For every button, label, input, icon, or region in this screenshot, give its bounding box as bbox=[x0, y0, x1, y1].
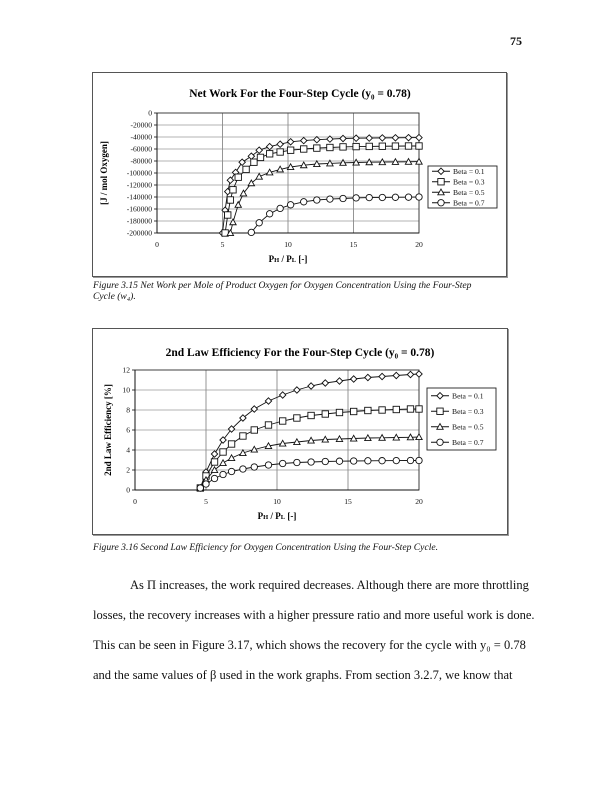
y-axis-label: 2nd Law Efficiency [%] bbox=[103, 384, 113, 476]
x-tick-label: 20 bbox=[415, 497, 423, 506]
legend-item bbox=[432, 198, 485, 207]
diamond-marker bbox=[227, 177, 233, 183]
series-circle bbox=[248, 194, 422, 236]
series-line bbox=[200, 409, 419, 488]
y-tick-label: 6 bbox=[126, 425, 130, 435]
x-tick-label: 5 bbox=[220, 240, 225, 249]
circle-marker bbox=[287, 202, 293, 208]
figure-3-15-caption bbox=[93, 280, 513, 302]
circle-marker bbox=[392, 194, 398, 200]
chart-legend bbox=[428, 166, 497, 208]
square-marker bbox=[228, 441, 234, 447]
square-marker bbox=[301, 146, 307, 152]
diamond-marker bbox=[393, 372, 399, 378]
square-marker bbox=[340, 144, 346, 150]
triangle-marker bbox=[256, 173, 262, 179]
square-marker bbox=[336, 409, 342, 415]
square-marker bbox=[407, 406, 413, 412]
square-marker bbox=[308, 412, 314, 418]
y-tick-label: 2 bbox=[126, 465, 130, 475]
efficiency-chart-svg bbox=[93, 329, 507, 534]
legend-item bbox=[431, 407, 484, 416]
x-tick-label: 20 bbox=[415, 240, 423, 249]
circle-marker bbox=[279, 460, 285, 466]
square-marker bbox=[277, 149, 283, 155]
y-tick-label: -140000 bbox=[126, 192, 152, 202]
circle-marker bbox=[197, 485, 203, 491]
square-marker bbox=[416, 143, 422, 149]
diamond-marker bbox=[379, 373, 385, 379]
y-tick-label: -200000 bbox=[126, 228, 152, 238]
x-tick-label: 0 bbox=[155, 240, 159, 249]
circle-marker bbox=[308, 459, 314, 465]
body-line: and the same values of β used in the work graphs. From section 3.2.7, we know that bbox=[93, 668, 513, 682]
square-marker bbox=[265, 422, 271, 428]
square-marker bbox=[416, 406, 422, 412]
square-marker bbox=[220, 449, 226, 455]
diamond-marker bbox=[365, 374, 371, 380]
x-tick-label: 0 bbox=[133, 497, 137, 506]
circle-marker bbox=[203, 481, 209, 487]
diamond-marker bbox=[416, 371, 422, 377]
square-marker bbox=[438, 179, 444, 185]
triangle-marker bbox=[220, 460, 226, 466]
square-marker bbox=[379, 407, 385, 413]
figure-3-16-caption bbox=[93, 542, 513, 553]
diamond-marker bbox=[405, 134, 411, 140]
square-marker bbox=[322, 411, 328, 417]
circle-marker bbox=[266, 211, 272, 217]
x-tick-label: 5 bbox=[204, 497, 208, 506]
square-marker bbox=[287, 147, 293, 153]
circle-marker bbox=[265, 462, 271, 468]
figure-second-law-efficiency-chart bbox=[92, 328, 508, 535]
square-marker bbox=[251, 427, 257, 433]
circle-marker bbox=[211, 475, 217, 481]
legend-item bbox=[431, 438, 484, 447]
square-marker bbox=[211, 459, 217, 465]
square-marker bbox=[251, 159, 257, 165]
square-marker bbox=[393, 406, 399, 412]
diamond-marker bbox=[211, 451, 217, 457]
chart-title: 2nd Law Efficiency For the Four-Step Cycle (y₀ = 0.78) bbox=[165, 347, 435, 359]
series-circle bbox=[197, 457, 422, 491]
diamond-marker bbox=[308, 383, 314, 389]
square-marker bbox=[353, 143, 359, 149]
square-marker bbox=[314, 145, 320, 151]
body-line: As Π increases, the work required decreases. Although there are more throttling bbox=[130, 578, 529, 592]
square-marker bbox=[405, 143, 411, 149]
legend-label: Beta = 0.7 bbox=[453, 198, 485, 208]
diamond-marker bbox=[392, 135, 398, 141]
x-axis-label: PH / PL [-] bbox=[268, 254, 308, 264]
circle-marker bbox=[251, 464, 257, 470]
net-work-chart-svg bbox=[93, 73, 506, 276]
square-marker bbox=[350, 408, 356, 414]
circle-marker bbox=[353, 195, 359, 201]
x-axis-label: PH / PL [-] bbox=[257, 511, 297, 521]
circle-marker bbox=[277, 205, 283, 211]
circle-marker bbox=[248, 229, 254, 235]
caption-line: Figure 3.15 Net Work per Mole of Product Oxygen for Oxygen Concentration Using the Four-Step bbox=[93, 280, 472, 291]
y-axis-label: [J / mol Oxygen] bbox=[99, 141, 109, 205]
square-marker bbox=[243, 166, 249, 172]
x-tick-label: 15 bbox=[344, 497, 352, 506]
figure-net-work-chart bbox=[92, 72, 507, 277]
diamond-marker bbox=[277, 141, 283, 147]
legend-label: Beta = 0.1 bbox=[453, 166, 485, 176]
square-marker bbox=[366, 143, 372, 149]
square-marker bbox=[230, 187, 236, 193]
square-marker bbox=[266, 151, 272, 157]
square-marker bbox=[294, 415, 300, 421]
circle-marker bbox=[228, 468, 234, 474]
y-tick-label: 10 bbox=[122, 385, 130, 395]
y-tick-label: -20000 bbox=[130, 120, 152, 130]
square-marker bbox=[392, 143, 398, 149]
y-tick-label: 8 bbox=[126, 405, 130, 415]
chart-title: Net Work For the Four-Step Cycle (y₀ = 0.78) bbox=[189, 88, 411, 100]
page-number: 75 bbox=[510, 34, 522, 48]
square-marker bbox=[437, 408, 443, 414]
series-square bbox=[197, 406, 422, 491]
y-tick-label: 4 bbox=[126, 445, 130, 455]
x-tick-label: 15 bbox=[349, 240, 358, 249]
triangle-marker bbox=[230, 219, 236, 225]
diamond-marker bbox=[301, 137, 307, 143]
y-tick-label: -80000 bbox=[130, 156, 152, 166]
diamond-marker bbox=[336, 378, 342, 384]
body-line: This can be seen in Figure 3.17, which shows the recovery for the cycle with y₀ = 0.78 bbox=[93, 638, 526, 652]
body-line: losses, the recovery increases with a higher pressure ratio and more useful work is done. bbox=[93, 608, 535, 622]
circle-marker bbox=[416, 457, 422, 463]
circle-marker bbox=[301, 199, 307, 205]
x-tick-label: 10 bbox=[284, 240, 292, 249]
diamond-marker bbox=[265, 398, 271, 404]
circle-marker bbox=[340, 195, 346, 201]
circle-marker bbox=[240, 466, 246, 472]
square-marker bbox=[240, 433, 246, 439]
y-tick-label: -160000 bbox=[126, 204, 152, 214]
legend-label: Beta = 0.3 bbox=[452, 406, 484, 416]
diamond-marker bbox=[322, 380, 328, 386]
circle-marker bbox=[256, 220, 262, 226]
y-tick-label: 12 bbox=[122, 365, 130, 375]
legend-label: Beta = 0.5 bbox=[452, 422, 484, 432]
square-marker bbox=[257, 154, 263, 160]
circle-marker bbox=[437, 439, 443, 445]
circle-marker bbox=[407, 457, 413, 463]
square-marker bbox=[235, 174, 241, 180]
diamond-marker bbox=[379, 135, 385, 141]
triangle-marker bbox=[235, 202, 241, 208]
diamond-marker bbox=[314, 137, 320, 143]
circle-marker bbox=[336, 458, 342, 464]
y-tick-label: -100000 bbox=[126, 168, 152, 178]
y-tick-label: -180000 bbox=[126, 216, 152, 226]
square-marker bbox=[279, 418, 285, 424]
y-tick-label: 0 bbox=[148, 108, 152, 118]
square-marker bbox=[327, 144, 333, 150]
legend-label: Beta = 0.1 bbox=[452, 391, 484, 401]
y-tick-label: -120000 bbox=[126, 180, 152, 190]
circle-marker bbox=[393, 457, 399, 463]
square-marker bbox=[227, 197, 233, 203]
series-line bbox=[251, 197, 419, 232]
diamond-marker bbox=[350, 376, 356, 382]
circle-marker bbox=[379, 194, 385, 200]
circle-marker bbox=[350, 458, 356, 464]
circle-marker bbox=[294, 459, 300, 465]
caption-line: Figure 3.16 Second Law Efficiency for Oxygen Concentration Using the Four-Step Cycle. bbox=[93, 542, 439, 553]
body-paragraph bbox=[93, 570, 535, 690]
y-tick-label: -60000 bbox=[130, 144, 152, 154]
square-marker bbox=[225, 212, 231, 218]
square-marker bbox=[365, 407, 371, 413]
triangle-marker bbox=[228, 455, 234, 461]
y-tick-label: -40000 bbox=[130, 132, 152, 142]
chart-legend bbox=[427, 388, 496, 450]
circle-marker bbox=[366, 194, 372, 200]
diamond-marker bbox=[416, 134, 422, 140]
diamond-marker bbox=[407, 371, 413, 377]
diamond-marker bbox=[239, 159, 245, 165]
circle-marker bbox=[365, 458, 371, 464]
circle-marker bbox=[416, 194, 422, 200]
circle-marker bbox=[327, 196, 333, 202]
legend-item bbox=[432, 177, 485, 186]
circle-marker bbox=[379, 458, 385, 464]
x-tick-label: 10 bbox=[273, 497, 281, 506]
caption-line: Cycle (w₄). bbox=[93, 291, 136, 302]
y-tick-label: 0 bbox=[126, 485, 130, 495]
diamond-marker bbox=[340, 135, 346, 141]
diamond-marker bbox=[279, 392, 285, 398]
square-marker bbox=[379, 143, 385, 149]
circle-marker bbox=[322, 458, 328, 464]
circle-marker bbox=[438, 200, 444, 206]
legend-label: Beta = 0.5 bbox=[453, 187, 485, 197]
circle-marker bbox=[220, 471, 226, 477]
legend-label: Beta = 0.7 bbox=[452, 437, 484, 447]
diamond-marker bbox=[294, 387, 300, 393]
diamond-marker bbox=[366, 135, 372, 141]
circle-marker bbox=[314, 197, 320, 203]
legend-label: Beta = 0.3 bbox=[453, 177, 485, 187]
circle-marker bbox=[405, 194, 411, 200]
